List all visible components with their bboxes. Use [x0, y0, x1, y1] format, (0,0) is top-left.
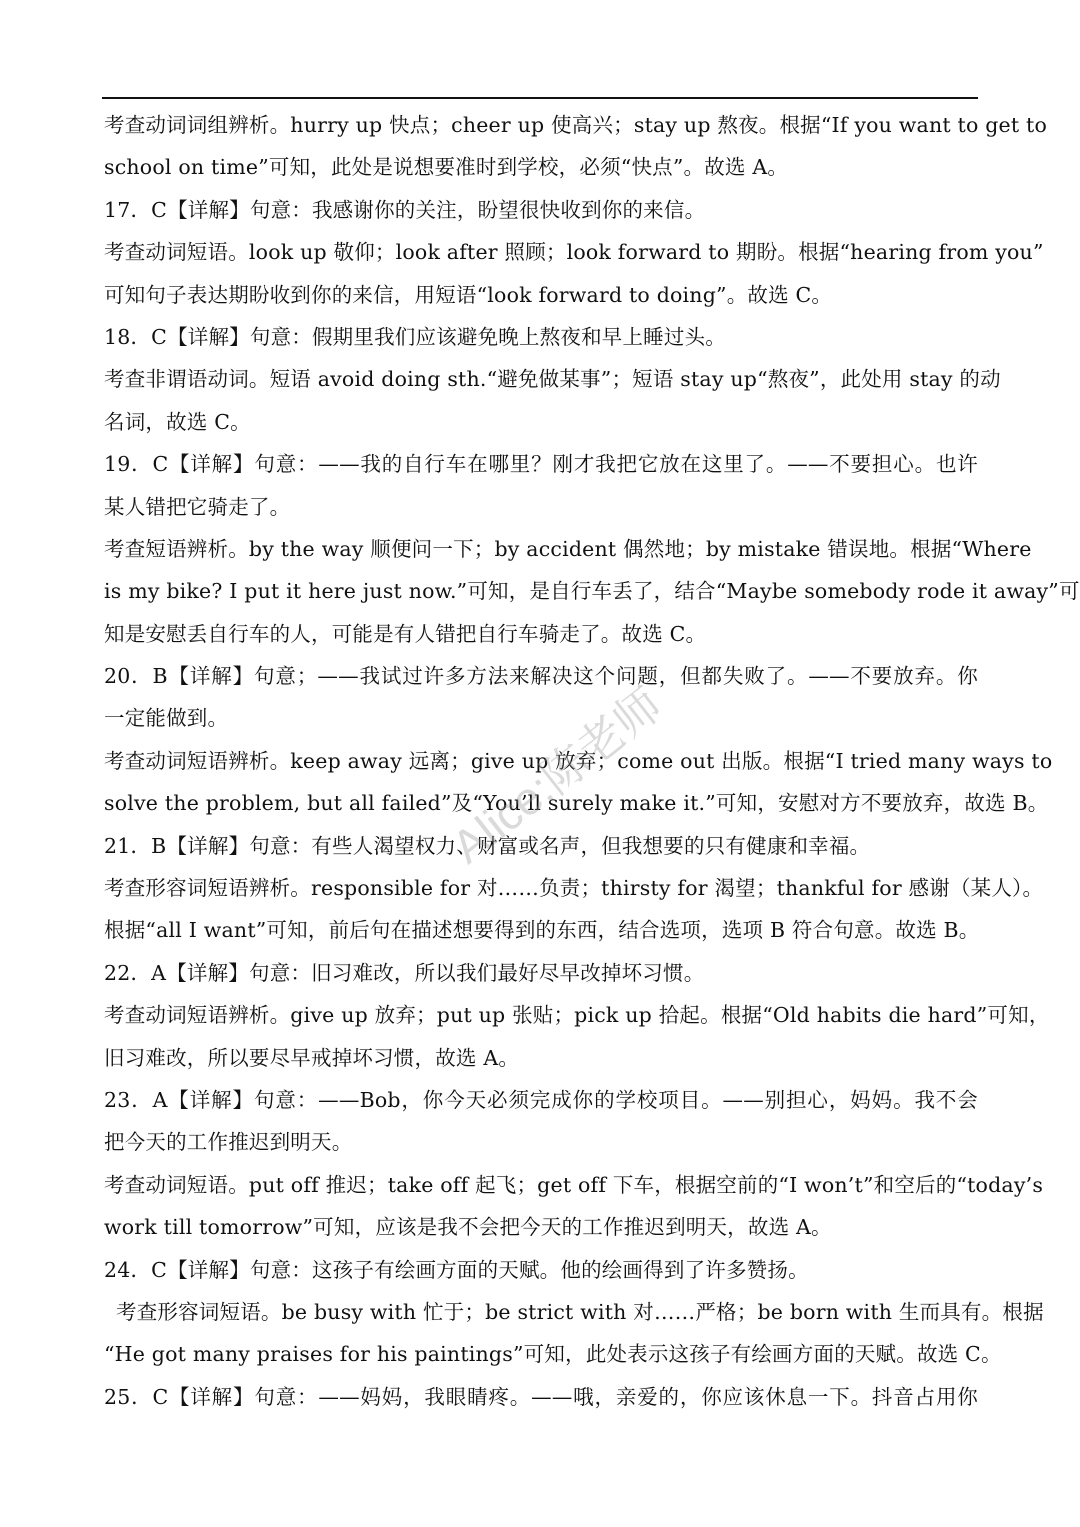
text-line: 考查短语辨析。by the way 顺便问一下；by accident 偶然地；by mistake 错误地。根据“Where [104, 536, 1032, 561]
text-line: 考查动词短语。put off 推迟；take off 起飞；get off 下车，根据空前的“I won’t”和空后的“today’s [104, 1172, 1044, 1197]
question-19-line: 19．C【详解】句意：——我的自行车在哪里？刚才我把它放在这里了。——不要担心。也许 [104, 452, 978, 477]
text-line: 考查形容词短语辨析。responsible for 对……负责；thirsty for 渴望；thankful for 感谢（某人）。 [104, 876, 1044, 901]
header-rule [102, 97, 978, 99]
text-line: 考查动词词组辨析。hurry up 快点；cheer up 使高兴；stay up 熬夜。根据“If you want to get to [104, 113, 1048, 137]
question-23-line: 23．A【详解】句意：——Bob，你今天必须完成你的学校项目。——别担心，妈妈。我不会 [104, 1087, 978, 1112]
question-24-line: 24．C【详解】句意：这孩子有绘画方面的天赋。他的绘画得到了许多赞扬。 [104, 1257, 809, 1282]
question-22-line: 22．A【详解】句意：旧习难改，所以我们最好尽早改掉坏习惯。 [104, 960, 705, 985]
text-line: “He got many praises for his paintings”可知，此处表示这孩子有绘画方面的天赋。故选 C。 [104, 1342, 1002, 1367]
text-line: school on time”可知，此处是说想要准时到学校，必须“快点”。故选 A。 [104, 155, 789, 180]
text-line: work till tomorrow”可知，应该是我不会把今天的工作推迟到明天，故选 A。 [104, 1215, 832, 1240]
text-line: 考查非谓语动词。短语 avoid doing sth.“避免做某事”；短语 stay up“熬夜”，此处用 stay 的动 [104, 367, 1001, 392]
text-line: 把今天的工作推迟到明天。 [104, 1130, 353, 1155]
text-line: 可知句子表达期盼收到你的来信，用短语“look forward to doing”。故选 C。 [104, 282, 833, 307]
watermark: Alice:陈老师 [442, 677, 672, 873]
text-line: is my bike? I put it here just now.”可知，是自行车丢了，结合“Maybe somebody rode it away”可 [104, 579, 1080, 604]
text-line: 旧习难改，所以要尽早戒掉坏习惯，故选 A。 [104, 1045, 520, 1070]
question-21-line: 21．B【详解】句意：有些人渴望权力、财富或名声，但我想要的只有健康和幸福。 [104, 833, 871, 858]
text-line: 考查形容词短语。be busy with 忙于；be strict with 对……严格；be born with 生而具有。根据 [116, 1299, 1044, 1324]
question-17-line: 17．C【详解】句意：我感谢你的关注，盼望很快收到你的来信。 [104, 197, 706, 222]
text-line: 某人错把它骑走了。 [104, 494, 291, 519]
answer-explanations [104, 104, 1080, 1418]
text-line: 考查动词短语辨析。give up 放弃；put up 张贴；pick up 拾起。根据“Old habits die hard”可知， [104, 1003, 1050, 1028]
text-line: 名词，故选 C。 [104, 409, 251, 434]
text-line: 考查动词短语。look up 敬仰；look after 照顾；look forward to 期盼。根据“hearing from you” [104, 240, 1044, 265]
text-line: solve the problem, but all failed”及“You’ll surely make it.”可知，安慰对方不要放弃，故选 B。 [104, 791, 1049, 816]
text-line: 知是安慰丢自行车的人，可能是有人错把自行车骑走了。故选 C。 [104, 621, 707, 646]
text-line: 一定能做到。 [104, 706, 229, 731]
question-20-line: 20．B【详解】句意；——我试过许多方法来解决这个问题，但都失败了。——不要放弃。你 [104, 664, 978, 689]
question-25-line: 25．C【详解】句意：——妈妈，我眼睛疼。——哦，亲爱的，你应该休息一下。抖音占用你 [104, 1384, 978, 1409]
text-line: 根据“all I want”可知，前后句在描述想要得到的东西，结合选项，选项 B 符合句意。故选 B。 [104, 918, 980, 943]
text-line: 考查动词短语辨析。keep away 远离；give up 放弃；come out 出版。根据“I tried many ways to [104, 748, 1053, 773]
question-18-line: 18．C【详解】句意：假期里我们应该避免晚上熬夜和早上睡过头。 [104, 324, 726, 349]
